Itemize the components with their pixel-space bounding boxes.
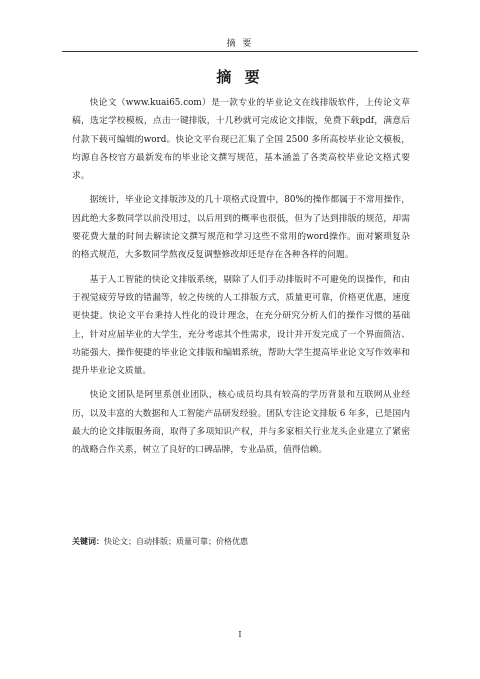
page-number: I	[238, 630, 242, 639]
keywords-line	[72, 535, 410, 549]
header-rule	[62, 51, 418, 52]
abstract-title: 摘 要	[216, 68, 264, 86]
abstract-body	[72, 94, 410, 466]
paragraph: 基于人工智能的快论文排版系统，剔除了人们手动排版时不可避免的误操作，和由于视觉疲劳导致的错漏等，较之传统的人工排版方式，质量更可靠，价格更优惠，速度更快捷。快论文平台秉持人性化的设计理念，在充分研究分析人们的操作习惯的基础上，针对应届毕业的大学生，充分考虑其个性需求，设计并开发完成了一个界面简洁、功能强大、操作便捷的毕业论文排版和编辑系统，帮助大学生提高毕业论文写作效率和提升毕业论文质量。	[72, 274, 410, 377]
paragraph: 快论文（www.kuai65.com）是一款专业的毕业论文在线排版软件，上传论文草稿，选定学校模板，点击一键排版，十几秒就可完成论文排版，免费下载pdf，满意后付款下载可编辑的word。快论文平台现已汇集了全国 2500 多所高校毕业论文模板，均源自各校官方最新发布的毕业论文撰写规范，基本涵盖了各类高校毕业论文格式要求。	[72, 98, 410, 182]
paragraph: 快论文团队是阿里系创业团队，核心成员均具有较高的学历背景和互联网从业经历，以及丰富的大数据和人工智能产品研发经验。团队专注论文排版 6 年多，已是国内最大的论文排版服务商，取得了多项知识产权，并与多家相关行业龙头企业建立了紧密的战略合作关系，树立了良好的口碑品牌，专业品质，值得信赖。	[72, 390, 410, 456]
paragraph: 据统计，毕业论文排版涉及的几十项格式设置中，80%的操作都属于不常用操作，因此绝大多数同学以前没用过，以后用到的概率也很低，但为了达到排版的规范，却需要花费大量的时间去解读论文撰写规范和学习这些不常用的word操作。面对繁琐复杂的格式规范，大多数同学熬夜反复调整修改却还是存在各种各样的问题。	[72, 195, 410, 261]
keywords-label: 关键词：	[72, 537, 104, 546]
running-header: 摘 要	[226, 39, 254, 49]
keywords-text: 快论文；自动排版；质量可靠；价格优惠	[104, 537, 248, 546]
